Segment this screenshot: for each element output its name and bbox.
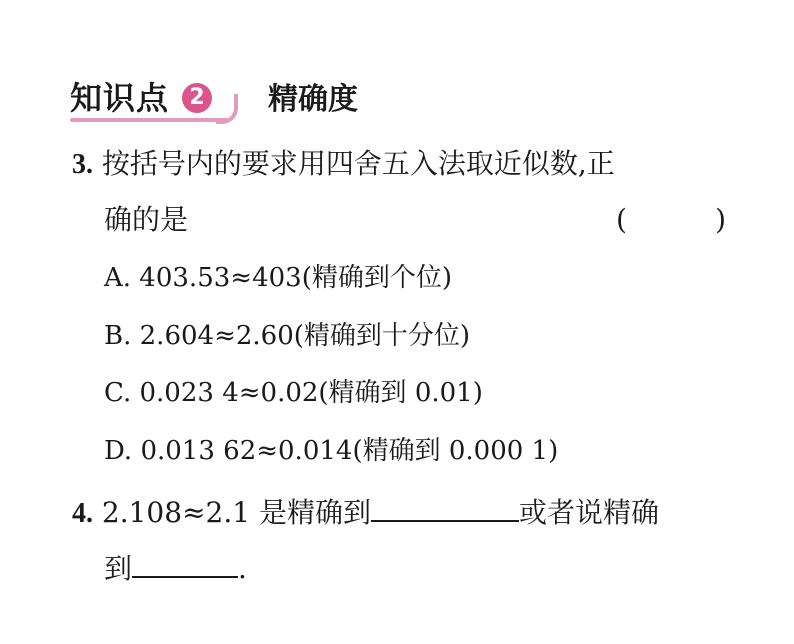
answer-parentheses[interactable] — [616, 200, 726, 240]
question-3-line-2: 确的是 — [104, 203, 189, 236]
question-3-stem-1: 按括号内的要求用四舍五入法取近似数,正 — [101, 147, 615, 180]
question-4-text-1: 2.108≈2.1 是精确到 — [101, 496, 371, 529]
header-swoosh-decoration — [216, 94, 238, 124]
question-4-text-4: . — [238, 552, 247, 585]
knowledge-point-number-badge: 2 — [182, 83, 212, 113]
question-3-line-1 — [72, 144, 615, 185]
question-4-number: 4. — [72, 498, 93, 529]
option-b[interactable]: B. 2.604≈2.60(精确到十分位) — [104, 321, 471, 351]
option-a[interactable]: A. 403.53≈403(精确到个位) — [104, 263, 452, 293]
topic-title: 精确度 — [268, 82, 358, 117]
option-c[interactable]: C. 0.023 4≈0.02(精确到 0.01) — [104, 378, 483, 408]
question-3-number: 3. — [72, 149, 93, 180]
paren-left: ( — [616, 203, 627, 236]
question-4-line-2 — [104, 546, 247, 589]
answer-blank-1[interactable] — [371, 490, 519, 522]
question-4-text-3: 到 — [104, 552, 133, 585]
option-d[interactable]: D. 0.013 62≈0.014(精确到 0.000 1) — [104, 436, 559, 466]
answer-blank-2[interactable] — [132, 546, 238, 578]
knowledge-point-label: 知识点 — [70, 79, 170, 117]
header-underline — [70, 118, 228, 122]
question-4-line-1 — [72, 490, 659, 534]
question-4-text-2: 或者说精确 — [518, 496, 659, 529]
paren-right: ) — [715, 203, 726, 236]
